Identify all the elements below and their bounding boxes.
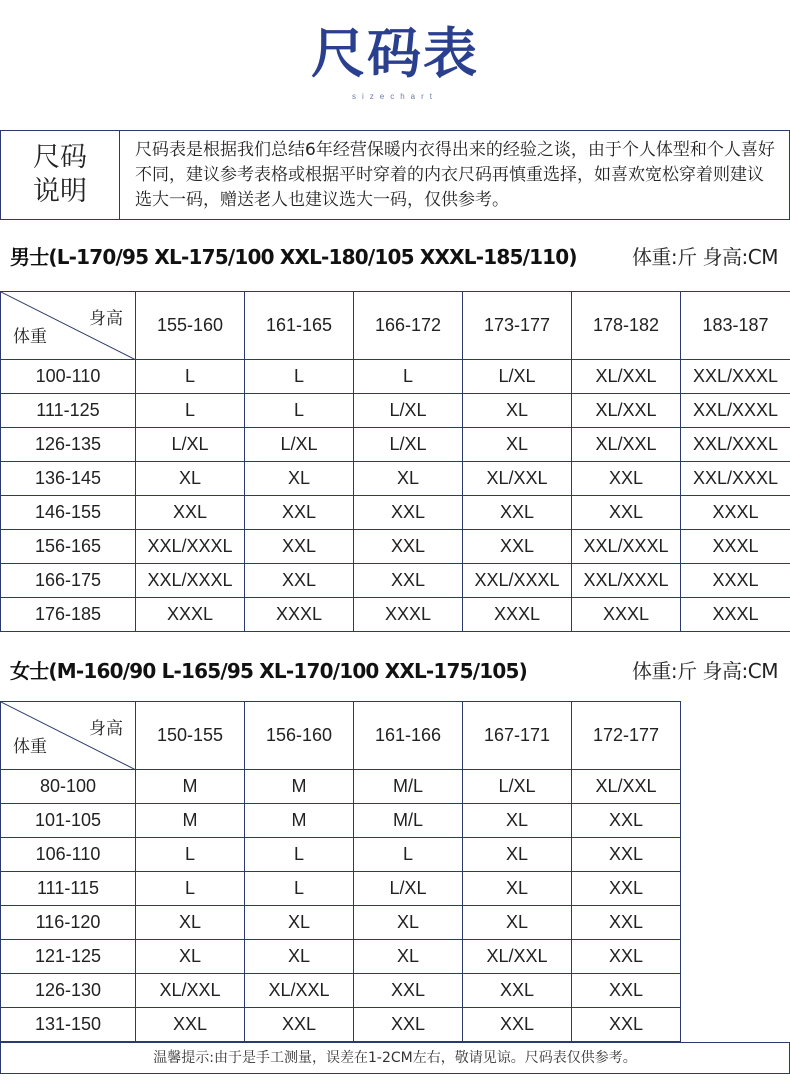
men-col-header: 183-187 [681,292,790,360]
women-size-cell: M [245,804,354,838]
women-size-cell: XL [463,838,572,872]
women-weight-cell: 101-105 [1,804,136,838]
women-corner-weight-label: 体重 [13,737,47,756]
men-col-header: 178-182 [572,292,681,360]
women-blank-cell [681,974,790,1008]
men-size-cell: XXL [354,496,463,530]
footer-tip: 温馨提示:由于是手工测量，误差在1-2CM左右，敬请见谅。尺码表仅供参考。 [0,1042,790,1074]
women-header-row [1,702,790,770]
women-blank-cell [681,804,790,838]
men-size-cell: L/XL [354,394,463,428]
women-table-row [1,906,790,940]
men-table-row [1,530,790,564]
size-note-label-line1: 尺码 [33,142,87,173]
men-size-cell: XXL [245,496,354,530]
women-size-cell: XL/XXL [463,940,572,974]
women-size-cell: L [354,838,463,872]
men-size-cell: XXXL [681,530,790,564]
page-subtitle: sizechart [351,92,438,101]
men-weight-cell: 136-145 [1,462,136,496]
men-weight-cell: 100-110 [1,360,136,394]
page-title: 尺码表 [311,22,479,85]
men-size-cell: XL [463,394,572,428]
women-col-header: 172-177 [572,702,681,770]
size-note-text: 尺码表是根据我们总结6年经营保暖内衣得出来的经验之谈，由于个人体型和个人喜好不同，建议参考表格或根据平时穿着的内衣尺码再慎重选择，如喜欢宽松穿着则建议选大一码，赠送老人也建议选大一码，仅供参考。 [135,140,775,210]
women-size-cell: XL [136,940,245,974]
men-unit-label: 体重:斤 身高:CM [631,245,778,269]
men-size-cell: XXXL [681,564,790,598]
men-table-row [1,428,790,462]
men-size-cell: XXL/XXXL [681,394,790,428]
men-table-row [1,598,790,632]
women-size-cell: XXL [354,1008,463,1042]
women-blank-cell [681,838,790,872]
men-size-cell: XXL/XXXL [136,530,245,564]
men-size-cell: XXL [354,530,463,564]
women-weight-cell: 111-115 [1,872,136,906]
women-size-cell: L/XL [463,770,572,804]
women-size-table [0,701,790,1042]
men-size-cell: XXL [136,496,245,530]
women-table-row [1,804,790,838]
women-weight-cell: 80-100 [1,770,136,804]
men-weight-cell: 176-185 [1,598,136,632]
size-note-label [1,131,120,219]
women-size-cell: M [245,770,354,804]
women-corner-height-label: 身高 [89,719,123,738]
women-blank-cell [681,906,790,940]
men-weight-cell: 156-165 [1,530,136,564]
men-size-cell: XXL/XXXL [463,564,572,598]
women-unit-label: 体重:斤 身高:CM [631,659,778,683]
women-size-cell: XL/XXL [136,974,245,1008]
men-size-cell: XXL [245,564,354,598]
women-blank-cell [681,770,790,804]
men-size-cell: XXL/XXXL [681,462,790,496]
women-col-header: 161-166 [354,702,463,770]
men-size-cell: XXL [354,564,463,598]
women-col-header: 156-160 [245,702,354,770]
men-col-header: 155-160 [136,292,245,360]
women-table-row [1,1008,790,1042]
men-weight-cell: 166-175 [1,564,136,598]
women-size-cell: L [245,838,354,872]
women-size-cell: XL [136,906,245,940]
men-size-cell: XXXL [572,598,681,632]
men-size-cell: L/XL [136,428,245,462]
men-table-row [1,360,790,394]
women-size-cell: L [136,872,245,906]
men-size-cell: XXL [245,530,354,564]
women-size-cell: L/XL [354,872,463,906]
men-size-cell: XXL/XXXL [681,360,790,394]
men-size-cell: XXXL [245,598,354,632]
women-size-cell: XL/XXL [572,770,681,804]
women-size-cell: XXL [572,940,681,974]
women-size-cell: XXL [354,974,463,1008]
women-size-cell: XXL [572,804,681,838]
women-size-cell: M [136,770,245,804]
men-size-cell: XXXL [136,598,245,632]
men-col-header: 173-177 [463,292,572,360]
men-weight-cell: 126-135 [1,428,136,462]
men-size-cell: L [245,360,354,394]
men-corner-cell [1,292,136,360]
men-table-row [1,564,790,598]
men-size-cell: L/XL [354,428,463,462]
men-size-cell: XXXL [681,598,790,632]
women-size-cell: M [136,804,245,838]
women-size-cell: XXL [572,974,681,1008]
women-size-cell: XXL [572,872,681,906]
women-table-row [1,872,790,906]
women-size-cell: XL [463,906,572,940]
women-blank-cell [681,702,790,770]
women-size-cell: XL [245,906,354,940]
men-size-cell: XXXL [681,496,790,530]
men-size-cell: XXXL [463,598,572,632]
women-size-cell: XXL [572,838,681,872]
men-size-cell: XXL [463,530,572,564]
men-size-cell: XXL [463,496,572,530]
men-size-cell: XL/XXL [572,394,681,428]
men-size-cell: XL [463,428,572,462]
men-size-cell: L [245,394,354,428]
women-weight-cell: 121-125 [1,940,136,974]
women-size-cell: XL [245,940,354,974]
men-size-cell: XXL/XXXL [572,530,681,564]
men-weight-cell: 146-155 [1,496,136,530]
size-note-label-line2: 说明 [33,176,87,207]
women-size-cell: XXL [245,1008,354,1042]
women-blank-cell [681,940,790,974]
men-size-cell: XL/XXL [463,462,572,496]
women-col-header: 167-171 [463,702,572,770]
men-col-header: 161-165 [245,292,354,360]
men-size-cell: XXL [572,496,681,530]
women-size-cell: XXL [572,906,681,940]
men-size-cell: XL [354,462,463,496]
women-corner-cell [1,702,136,770]
men-size-cell: XXL/XXXL [681,428,790,462]
men-size-table [0,291,790,632]
men-size-cell: XXL [572,462,681,496]
men-table-row [1,496,790,530]
men-size-cell: XL/XXL [572,428,681,462]
women-size-cell: M/L [354,804,463,838]
women-blank-cell [681,1008,790,1042]
men-size-cell: XXL/XXXL [136,564,245,598]
women-size-cell: L [136,838,245,872]
women-blank-cell [681,872,790,906]
women-size-cell: XXL [136,1008,245,1042]
women-size-cell: XXL [463,974,572,1008]
men-section-heading: 男士(L-170/95 XL-175/100 XXL-180/105 XXXL-185/110) [10,245,577,269]
women-weight-cell: 126-130 [1,974,136,1008]
women-size-cell: M/L [354,770,463,804]
men-size-cell: L [354,360,463,394]
men-size-cell: XL/XXL [572,360,681,394]
women-weight-cell: 131-150 [1,1008,136,1042]
women-size-cell: XXL [463,1008,572,1042]
men-size-cell: XL [245,462,354,496]
men-header-row [1,292,790,360]
men-corner-weight-label: 体重 [13,327,47,346]
women-size-cell: XL [463,804,572,838]
women-size-cell: XL/XXL [245,974,354,1008]
men-size-cell: XL [136,462,245,496]
men-corner-height-label: 身高 [89,309,123,328]
women-size-cell: L [245,872,354,906]
men-table-row [1,394,790,428]
women-col-header: 150-155 [136,702,245,770]
size-note-box [0,130,790,220]
women-size-cell: XL [354,940,463,974]
men-size-cell: L [136,394,245,428]
men-size-cell: XXXL [354,598,463,632]
women-size-cell: XL [463,872,572,906]
women-table-row [1,940,790,974]
women-table-row [1,974,790,1008]
men-size-cell: L [136,360,245,394]
men-size-cell: L/XL [245,428,354,462]
men-size-cell: L/XL [463,360,572,394]
men-table-row [1,462,790,496]
women-size-cell: XXL [572,1008,681,1042]
men-size-cell: XXL/XXXL [572,564,681,598]
women-weight-cell: 116-120 [1,906,136,940]
women-weight-cell: 106-110 [1,838,136,872]
men-weight-cell: 111-125 [1,394,136,428]
women-table-row [1,770,790,804]
women-size-cell: XL [354,906,463,940]
women-section-heading: 女士(M-160/90 L-165/95 XL-170/100 XXL-175/105) [10,659,527,683]
women-table-row [1,838,790,872]
men-col-header: 166-172 [354,292,463,360]
